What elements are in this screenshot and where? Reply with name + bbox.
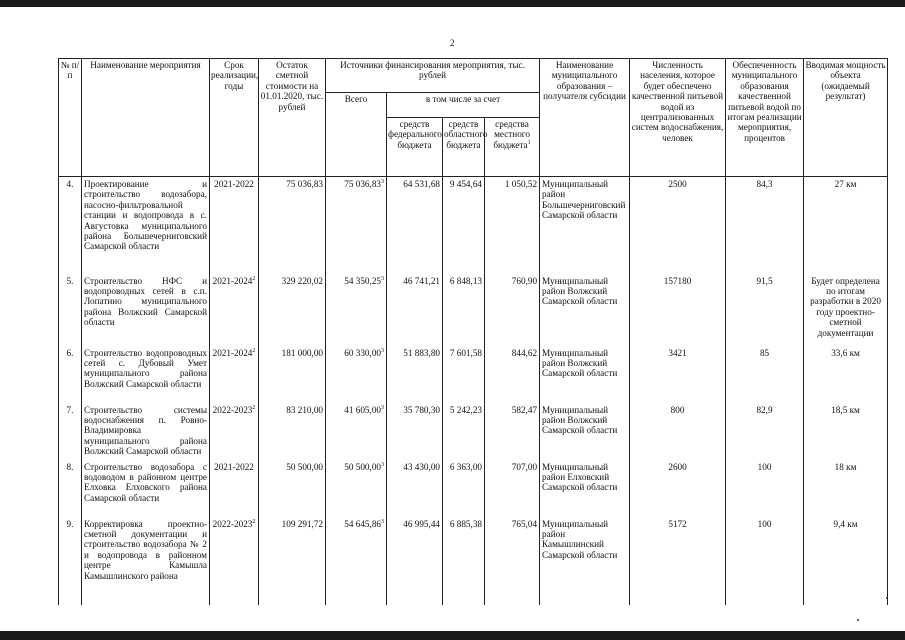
row-local <box>485 346 540 403</box>
footnote-marker: 3 <box>381 347 384 354</box>
row-name <box>82 274 210 346</box>
row-regional <box>443 460 485 517</box>
row-provision-text: 100 <box>757 461 772 472</box>
header-federal: средств федерального бюджета <box>387 118 443 177</box>
table-row <box>59 177 888 274</box>
row-provision <box>726 460 804 517</box>
row-total <box>326 403 387 460</box>
row-recipient-text: Муниципальный район Большечерниговский Самарской области <box>542 179 626 221</box>
row-name-text: Строительство водопроводных сетей с. Дубовый Умет муниципального района Волжский Самарской области <box>84 347 207 389</box>
row-balance-text: 181 000,00 <box>281 347 323 358</box>
row-regional-text: 6 363,00 <box>449 461 482 472</box>
row-name-text: Строительство водозабора с водоводом в районном центре Елховка Елховского района Самарской области <box>84 461 207 503</box>
row-num-text: 5. <box>66 275 74 286</box>
row-local-text: 1 050,52 <box>504 179 538 189</box>
header-name: Наименование мероприятия <box>82 59 210 177</box>
footnote-marker: 3 <box>381 178 384 185</box>
header-term: Срок реализации, годы <box>210 59 259 177</box>
row-term <box>210 403 259 460</box>
row-capacity <box>804 274 888 346</box>
row-federal-text: 51 883,80 <box>403 347 440 358</box>
row-name-text: Строительство НФС и водопроводных сетей в с.п. Лопатино муниципального района Волжский Самарской области <box>84 275 207 328</box>
row-recipient-text: Муниципальный район Волжский Самарской области <box>542 404 618 436</box>
row-population <box>630 460 726 517</box>
row-recipient <box>540 177 630 274</box>
header-num: № п/п <box>59 59 82 177</box>
row-name <box>82 517 210 605</box>
table-row <box>59 274 888 346</box>
row-regional <box>443 403 485 460</box>
row-num <box>59 460 82 517</box>
financing-table <box>58 58 888 605</box>
row-population-text: 5172 <box>668 518 687 529</box>
row-total-text: 50 500,00 <box>344 461 381 472</box>
row-local-text: 760,90 <box>511 275 538 286</box>
row-population <box>630 177 726 274</box>
row-name-text: Проектирование и строительство водозабора, насосно-фильтровальной станции и водопровода в с. Августовка муниципального района Большечерниговский Самарской области <box>84 179 207 252</box>
row-num <box>59 274 82 346</box>
row-local <box>485 517 540 605</box>
row-num-text: 4. <box>66 179 74 189</box>
row-local-text: 707,00 <box>511 461 538 472</box>
row-provision-text: 100 <box>757 518 772 529</box>
scan-bottom-edge <box>0 631 905 640</box>
row-population-text: 2600 <box>668 461 687 472</box>
row-regional-text: 7 601,58 <box>449 347 482 358</box>
row-federal-text: 43 430,00 <box>403 461 440 472</box>
row-term <box>210 274 259 346</box>
row-num-text: 9. <box>66 518 74 529</box>
row-federal-text: 46 995,44 <box>403 518 440 529</box>
footnote-marker: 3 <box>381 518 384 525</box>
row-provision <box>726 274 804 346</box>
footnote-marker: 2 <box>252 404 256 411</box>
row-provision-text: 82,9 <box>756 404 773 415</box>
row-provision-text: 91,5 <box>756 275 773 286</box>
scan-top-edge <box>0 0 905 7</box>
row-balance <box>259 274 326 346</box>
row-balance-text: 329 220,02 <box>281 275 323 286</box>
row-num <box>59 346 82 403</box>
row-population <box>630 274 726 346</box>
row-regional-text: 5 242,23 <box>449 404 482 415</box>
header-capacity: Вводимая мощность объекта (ожидаемый результат) <box>804 59 888 177</box>
row-capacity-text: 18,5 км <box>831 404 860 415</box>
footnote-marker: 3 <box>381 461 384 468</box>
row-regional <box>443 517 485 605</box>
row-population-text: 800 <box>670 404 685 415</box>
header-local-footnote: 1 <box>527 139 531 146</box>
row-provision <box>726 403 804 460</box>
row-regional-text: 9 454,64 <box>449 179 482 189</box>
row-total-text: 75 036,83 <box>344 179 381 189</box>
row-balance <box>259 177 326 274</box>
row-recipient-text: Муниципальный район Волжский Самарской области <box>542 347 618 379</box>
row-capacity <box>804 403 888 460</box>
row-recipient <box>540 403 630 460</box>
row-federal <box>387 460 443 517</box>
header-local-label: средства местного бюджета <box>493 119 530 150</box>
row-num <box>59 177 82 274</box>
row-local-text: 844,62 <box>511 347 538 358</box>
row-population <box>630 517 726 605</box>
row-term <box>210 177 259 274</box>
row-balance <box>259 403 326 460</box>
row-population-text: 157180 <box>663 275 692 286</box>
table-row <box>59 403 888 460</box>
row-balance <box>259 346 326 403</box>
footnote-marker: 3 <box>381 275 384 282</box>
row-term-text: 2021-2022 <box>214 179 254 189</box>
row-recipient <box>540 274 630 346</box>
header-local <box>485 118 540 177</box>
row-capacity-text: 9,4 км <box>833 518 858 529</box>
scan-speck <box>857 619 859 621</box>
row-population <box>630 403 726 460</box>
header-total: Всего <box>326 93 387 177</box>
row-federal <box>387 346 443 403</box>
row-total <box>326 346 387 403</box>
row-capacity-text: 18 км <box>834 461 857 472</box>
row-num-text: 8. <box>66 461 74 472</box>
row-name <box>82 177 210 274</box>
row-regional <box>443 346 485 403</box>
footnote-marker: 3 <box>381 404 384 411</box>
row-term <box>210 346 259 403</box>
row-term-text: 2022-2023 <box>212 404 253 415</box>
row-term <box>210 460 259 517</box>
header-recipient: Наименование муниципального образования – получателя субсидии <box>540 59 630 177</box>
row-balance <box>259 517 326 605</box>
row-local-text: 582,47 <box>511 404 538 415</box>
header-population: Численность населения, которое будет обеспечено качественной питьевой водой из централизованных систем водоснабжения, человек <box>630 59 726 177</box>
row-regional-text: 6 885,38 <box>449 518 482 529</box>
row-federal <box>387 177 443 274</box>
header-including: в том числе за счет <box>387 93 540 118</box>
table-row <box>59 517 888 605</box>
footnote-marker: 2 <box>252 347 256 354</box>
row-federal <box>387 403 443 460</box>
row-capacity <box>804 460 888 517</box>
footnote-marker: 2 <box>252 275 256 282</box>
row-total <box>326 177 387 274</box>
footnote-marker: 2 <box>252 518 256 525</box>
header-balance: Остаток сметной стоимости на 01.01.2020, тыс. рублей <box>259 59 326 177</box>
row-capacity <box>804 346 888 403</box>
header-provision: Обеспеченность муниципального образования качественной питьевой водой по итогам реализации мероприятия, процентов <box>726 59 804 177</box>
row-provision <box>726 346 804 403</box>
row-population <box>630 346 726 403</box>
row-recipient <box>540 460 630 517</box>
row-total-text: 41 605,00 <box>344 404 381 415</box>
row-federal <box>387 517 443 605</box>
row-balance-text: 50 500,00 <box>286 461 323 472</box>
row-local-text: 765,04 <box>511 518 538 529</box>
row-federal-text: 64 531,68 <box>403 179 440 189</box>
row-population-text: 2500 <box>668 179 687 189</box>
row-total <box>326 274 387 346</box>
row-capacity-text: 27 км <box>834 179 857 189</box>
row-local <box>485 177 540 274</box>
row-balance-text: 83 210,00 <box>286 404 323 415</box>
row-local <box>485 274 540 346</box>
row-local <box>485 403 540 460</box>
row-recipient-text: Муниципальный район Камышлинский Самарской области <box>542 518 618 560</box>
header-sources: Источники финансирования мероприятия, тыс. рублей <box>326 59 540 93</box>
row-recipient-text: Муниципальный район Елховский Самарской области <box>542 461 618 493</box>
row-name-text: Строительство системы водоснабжения п. Ровно-Владимировка муниципального района Волжский Самарской области <box>84 404 207 457</box>
row-balance <box>259 460 326 517</box>
row-local <box>485 460 540 517</box>
row-total-text: 54 645,86 <box>344 518 381 529</box>
row-provision-text: 85 <box>759 347 770 358</box>
row-num <box>59 403 82 460</box>
row-total-text: 60 330,00 <box>344 347 381 358</box>
row-term-text: 2021-2024 <box>212 347 253 358</box>
row-recipient-text: Муниципальный район Волжский Самарской области <box>542 275 618 307</box>
row-regional-text: 6 848,13 <box>449 275 482 286</box>
row-capacity <box>804 177 888 274</box>
header-regional: средств областного бюджета <box>443 118 485 177</box>
table-row <box>59 460 888 517</box>
row-term-text: 2021-2024 <box>212 275 253 286</box>
row-federal <box>387 274 443 346</box>
row-provision <box>726 177 804 274</box>
row-balance-text: 109 291,72 <box>281 518 323 529</box>
row-term <box>210 517 259 605</box>
row-name <box>82 346 210 403</box>
row-num-text: 7. <box>66 404 74 415</box>
row-num <box>59 517 82 605</box>
row-capacity-text: 33,6 км <box>831 347 860 358</box>
row-federal-text: 35 780,30 <box>403 404 440 415</box>
page-number: 2 <box>450 38 455 48</box>
row-name-text: Корректировка проектно-сметной документации и строительство водозабора № 2 и водопровода в районном центре Камышла Камышлинского района <box>84 518 207 581</box>
row-term-text: 2021-2022 <box>214 461 254 472</box>
row-term-text: 2022-2023 <box>212 518 253 529</box>
row-population-text: 3421 <box>668 347 687 358</box>
row-federal-text: 46 741,21 <box>403 275 440 286</box>
row-total-text: 54 350,25 <box>344 275 381 286</box>
row-balance-text: 75 036,83 <box>286 179 323 189</box>
row-total <box>326 460 387 517</box>
row-regional <box>443 177 485 274</box>
row-name <box>82 460 210 517</box>
row-provision-text: 84,3 <box>756 179 773 189</box>
row-num-text: 6. <box>66 347 74 358</box>
row-name <box>82 403 210 460</box>
table-row <box>59 346 888 403</box>
row-recipient <box>540 517 630 605</box>
row-capacity <box>804 517 888 605</box>
row-total <box>326 517 387 605</box>
row-recipient <box>540 346 630 403</box>
row-provision <box>726 517 804 605</box>
row-regional <box>443 274 485 346</box>
row-capacity-text: Будет определена по итогам разработки в 2020 году проектно-сметной документации <box>810 275 881 338</box>
